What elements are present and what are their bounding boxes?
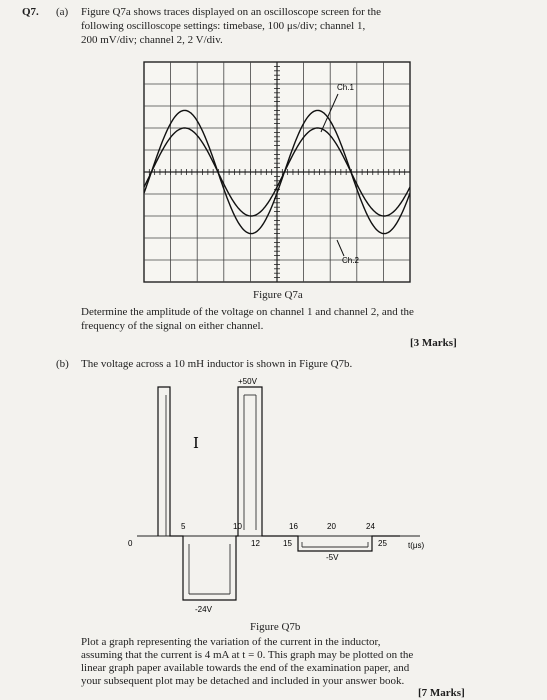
- part-b-intro: The voltage across a 10 mH inductor is shown in Figure Q7b.: [81, 358, 353, 370]
- part-a-label: (a): [56, 6, 69, 18]
- part-b-task-line-4: your subsequent plot may be detached and included in your answer book.: [81, 675, 405, 687]
- question-number: Q7.: [22, 6, 39, 18]
- label-minus-24v: -24V: [195, 605, 212, 614]
- tick-24: 24: [366, 522, 375, 531]
- part-b-label: (b): [56, 358, 69, 370]
- part-b-task-line-1: Plot a graph representing the variation of the current in the inductor,: [81, 636, 381, 648]
- part-a-marks: [3 Marks]: [410, 337, 457, 349]
- ch2-label: Ch.2: [342, 256, 359, 265]
- voltage-waveform: [158, 387, 400, 600]
- tick-12: 12: [251, 539, 260, 548]
- tick-15: 15: [283, 539, 292, 548]
- part-a-task-line-1: Determine the amplitude of the voltage on channel 1 and channel 2, and the: [81, 306, 414, 318]
- origin-label: 0: [128, 539, 133, 548]
- part-a-line-2: following oscilloscope settings: timebase, 100 μs/div; channel 1,: [81, 20, 366, 32]
- part-a-line-1: Figure Q7a shows traces displayed on an oscilloscope screen for the: [81, 6, 381, 18]
- cursor-glyph: I: [193, 434, 199, 452]
- figure-q7a-caption: Figure Q7a: [253, 289, 303, 301]
- tick-10: 10: [233, 522, 242, 531]
- part-b-marks: [7 Marks]: [418, 687, 465, 699]
- label-plus-50v: +50V: [238, 377, 257, 386]
- tick-25: 25: [378, 539, 387, 548]
- figure-q7b-caption: Figure Q7b: [250, 621, 301, 633]
- tick-16: 16: [289, 522, 298, 531]
- part-b-task-line-3: linear graph paper available towards the end of the examination paper, and: [81, 662, 410, 674]
- ch1-label: Ch.1: [337, 83, 354, 92]
- tick-20: 20: [327, 522, 336, 531]
- part-a-line-3: 200 mV/div; channel 2, 2 V/div.: [81, 34, 223, 46]
- label-minus-5v: -5V: [326, 553, 339, 562]
- part-a-task-line-2: frequency of the signal on either channel.: [81, 320, 264, 332]
- part-b-task-line-2: assuming that the current is 4 mA at t = 0. This graph may be plotted on the: [81, 649, 414, 661]
- tick-5: 5: [181, 522, 186, 531]
- time-axis-unit: t(μs): [408, 541, 425, 550]
